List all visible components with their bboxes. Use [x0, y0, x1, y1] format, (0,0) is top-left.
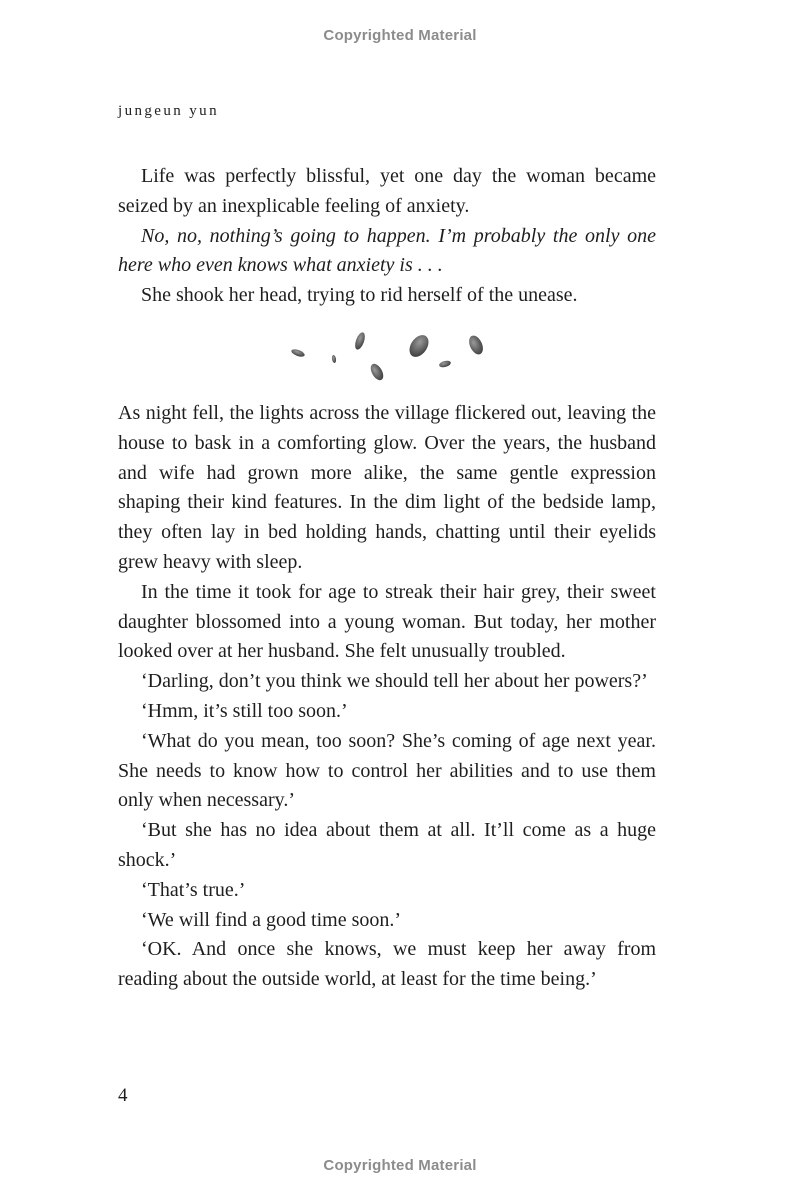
dialogue-line: ‘That’s true.’	[141, 878, 246, 901]
paragraph-section-start: As night fell, the lights across the village flickered out, leaving the house to bask in a comforting glow. Over the years, the husband and wife had grown more alike, the same gentle expression shaping their kind features. In the dim light of the bedside lamp, they often lay in bed holding hands, chatting until their eyelids grew heavy with sleep.	[118, 402, 656, 573]
petal-icon	[353, 331, 367, 351]
paragraph: Life was perfectly blissful, yet one day the woman became seized by an inexplicable feeling of anxiety.	[118, 165, 656, 217]
running-head-author: jungeun yun	[118, 103, 219, 119]
paragraph: She shook her head, trying to rid herself of the unease.	[141, 284, 578, 307]
text-block-top	[118, 162, 656, 311]
paragraph: In the time it took for age to streak their hair grey, their sweet daughter blossomed into a young woman. But today, her mother looked over at her husband. She felt unusually troubled.	[118, 580, 656, 663]
dialogue-line: ‘OK. And once she knows, we must keep her away from reading about the outside world, at least for the time being.’	[118, 938, 656, 991]
petal-icon	[331, 355, 336, 364]
text-block-bottom	[118, 399, 656, 995]
watermark-bottom: Copyrighted Material	[323, 1157, 477, 1174]
petal-icon	[406, 332, 433, 361]
dialogue-line: ‘Hmm, it’s still too soon.’	[141, 699, 348, 722]
page-number: 4	[118, 1085, 128, 1106]
petal-icon	[368, 362, 386, 383]
dialogue-line: ‘But she has no idea about them at all. It’ll come as a huge shock.’	[118, 819, 656, 871]
dialogue-line: ‘What do you mean, too soon? She’s coming of age next year. She needs to know how to control her abilities and to use them only when necessary.’	[118, 729, 656, 812]
falling-petals-icon	[285, 326, 495, 386]
dialogue-line: ‘Darling, don’t you think we should tell her about her powers?’	[141, 670, 648, 693]
petal-icon	[290, 348, 305, 358]
dialogue-line: ‘We will find a good time soon.’	[141, 908, 402, 931]
watermark-top: Copyrighted Material	[323, 27, 477, 44]
paragraph-italic-thought: No, no, nothing’s going to happen. I’m probably the only one here who even knows what anxiety is . . .	[118, 224, 656, 277]
petal-icon	[438, 360, 451, 369]
petal-icon	[466, 333, 485, 356]
